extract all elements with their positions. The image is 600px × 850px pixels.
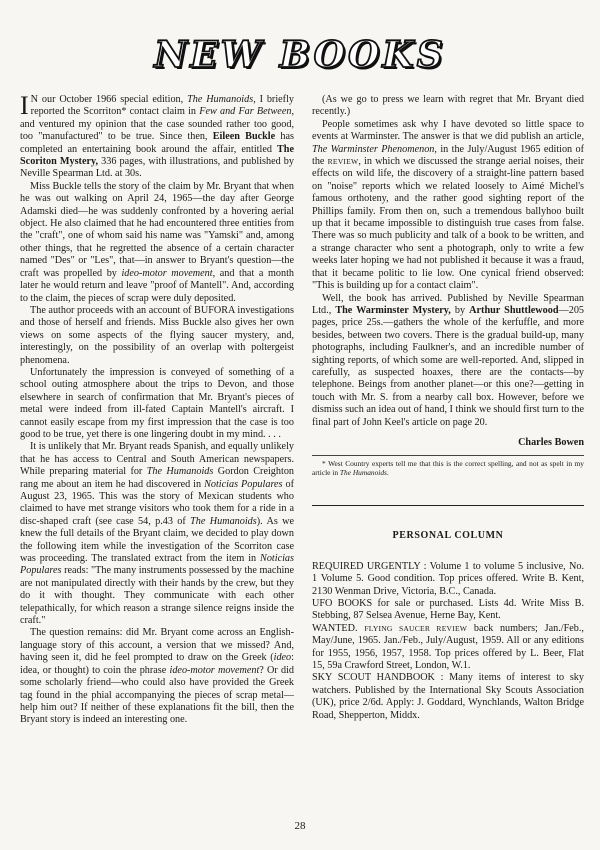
page-title: NEW BOOKS (154, 34, 446, 76)
author-name: Arthur Shuttlewood (469, 304, 559, 316)
author-name: Eileen Buckle (212, 131, 276, 143)
footnote: * West Country experts tell me that this is the correct spelling, and not as spelt in my article in The Humanoids. (312, 459, 584, 478)
right-column (312, 94, 584, 722)
classified-ad: WANTED. FLYING SAUCER REVIEW back numbers; Jan./Feb., May/June, 1965. Jan./Feb., July/August, 1959. All or any editions for 1955, 1956, 1957, 1958. Top prices offered by L. Beer, Flat 15, 59a Crawford Street, London, W.1. (312, 622, 584, 672)
personal-column-heading: PERSONAL COLUMN (392, 530, 504, 542)
footnote-divider (312, 455, 584, 456)
paragraph-1: I N our October 1966 special edition, The Humanoids, I briefly reported the Scorriton* contact claim in Few and Far Between, and ventured my opinion that the case sounded rather too good, too "manufactured" to be true. Since then, Eileen Buckle has completed an entertaining book around the affair, entitled The Scoriton Mystery, 336 pages, with illustrations, and published by Neville Spearman Ltd. at 30s. (20, 91, 294, 180)
classified-ad: REQUIRED URGENTLY : Volume 1 to volume 5 inclusive, No. 1 Volume 5. Good condition. Top prices offered. Write B. Kent, 2130 Wenman Drive, Victoria, B.C., Canada. (312, 560, 584, 597)
press-note: (As we go to press we learn with regret that Mr. Bryant died recently.) (312, 94, 584, 118)
paragraph-3: The author proceeds with an account of BUFORA investigations and those of herself and friends. Miss Buckle also gives her own views on some aspects of the flying saucer mystery, and, interestingly, on the possibility of an overlap with poltergeist phenomena. (20, 304, 294, 366)
author-signature: Charles Bowen (518, 436, 584, 448)
section-divider (312, 505, 584, 506)
page-number: 28 (294, 820, 306, 832)
paragraph-warminster: People sometimes ask why I have devoted so little space to events at Warminster. The answer is that we did publish an article, The Warminster Phenomenon, in the July/August 1965 edition of the REVIEW, in which we discussed the strange aerial noises, their effects on wild life, the discovery of a straight-line pattern based on "noise" reports which we related loosely to Aimé Michel's famous orthoteny, and the rather good sighting report of the Phillips family. From then on, such a tremendous ballyhoo built up that it became impossible to distinguish true cases from false. There was so much publicity and talk of a book to be written, and a strange character who sent a photograph, only to write a few weeks later hoping we had not published it because it was a fraud, that it became politic to lie low. One cynical friend observed: "This is building up for a contact claim". (312, 118, 584, 292)
classified-ad: UFO BOOKS for sale or purchased. Lists 4d. Write Miss B. Stebbing, 87 Selsea Avenue, Herne Bay, Kent. (312, 598, 584, 622)
drop-cap: I (20, 91, 29, 120)
paragraph-6: The question remains: did Mr. Bryant come across an English-language story of this account, a version that we missed? And, having seen it, did he feel prompted to draw on the Greek (ideo: idea, or thought) to coin the phrase ideo-motor movement? Or did some scholarly friend—who could also have provided the Greek tag found in the phial accompanying the pieces of scrap metal—help him out? If neither of these explanations fit the bill, then the Bryant story is indeed an interesting one. (20, 627, 294, 726)
paragraph-2: Miss Buckle tells the story of the claim by Mr. Bryant that when he was out walking on April 24, 1965—the day after George Adamski died—he was suddenly confronted by a hovering aerial object. He also claimed that he had encountered three entities from the "craft", one of whom said his name was "Yamski" and, among other things, that he regretted the absence of a certain character named "Des" or "Les", that—in answer to Bryant's question—the craft was propelled by ideo-motor movement, and that a month later he would return and leave "proof of Mantell". And, according to the claim, the pieces of scrap were duly deposited. (20, 180, 294, 304)
paragraph-5: It is unlikely that Mr. Bryant reads Spanish, and equally unlikely that he has access to Central and South American newspapers. While preparing material for The Humanoids Gordon Creighton rang me about an item he had discovered in Noticias Populares of August 23, 1965. This was the story of Mexican students who claimed to have met strange visitors who took them for a ride in a disc-shaped craft (see case 54, p.43 of The Humanoids). As we knew the full details of the Bryant claim, we decided to play down the following item while the investigation of the Scorriton case was proceeding. The translated extract from the item in Noticias Populares reads: "The many instruments possessed by the machine are not manipulated directly with their hands by the crew, but they do it with thought. They communicate with each other telepathically, for which reason a strange silence reigns inside the craft." (20, 441, 295, 627)
classified-ad: SKY SCOUT HANDBOOK : Many items of interest to sky watchers. Published by the International Sky Scouts Association (UK), price 2/6d. Apply: J. Goddard, Wynchlands, Walton Bridge Road, Shepperton, Middx. (312, 672, 584, 721)
book-title: The Warminster Mystery, (335, 304, 451, 316)
paragraph-book-arrived: Well, the book has arrived. Published by Neville Spearman Ltd., The Warminster Mystery, by Arthur Shuttlewood—205 pages, price 25s.—gathers the whole of the kerfuffle, and more besides, between two covers. There is the gradual build-up, many photographs, including Faulkner's, and an incredible number of sighting reports, of which some are well-reported. And, slipped in carefully, as suspected hoaxes, there are the contacts—by telephone. Beings from another planet—or this one?—getting in touch with Mr. S. from a nearby call box. However, before we dismiss such an idea out of hand, I think we should first turn to the final part of John Keel's article on page 20. (312, 292, 584, 428)
paragraph-4: Unfortunately the impression is conveyed of something of a school outing atmosphere about the trips to Devon, and those elsewhere in search of confirmation that Mr. Bryant's pieces of metal were indeed from ill-fated Captain Mantell's aircraft. I cannot easily escape from my first impression that the case is too good to be true, yet there is one lingering doubt in my mind. . . . (20, 366, 294, 440)
book-title: The Scoriton Mystery, (20, 143, 294, 168)
left-column (20, 91, 295, 727)
